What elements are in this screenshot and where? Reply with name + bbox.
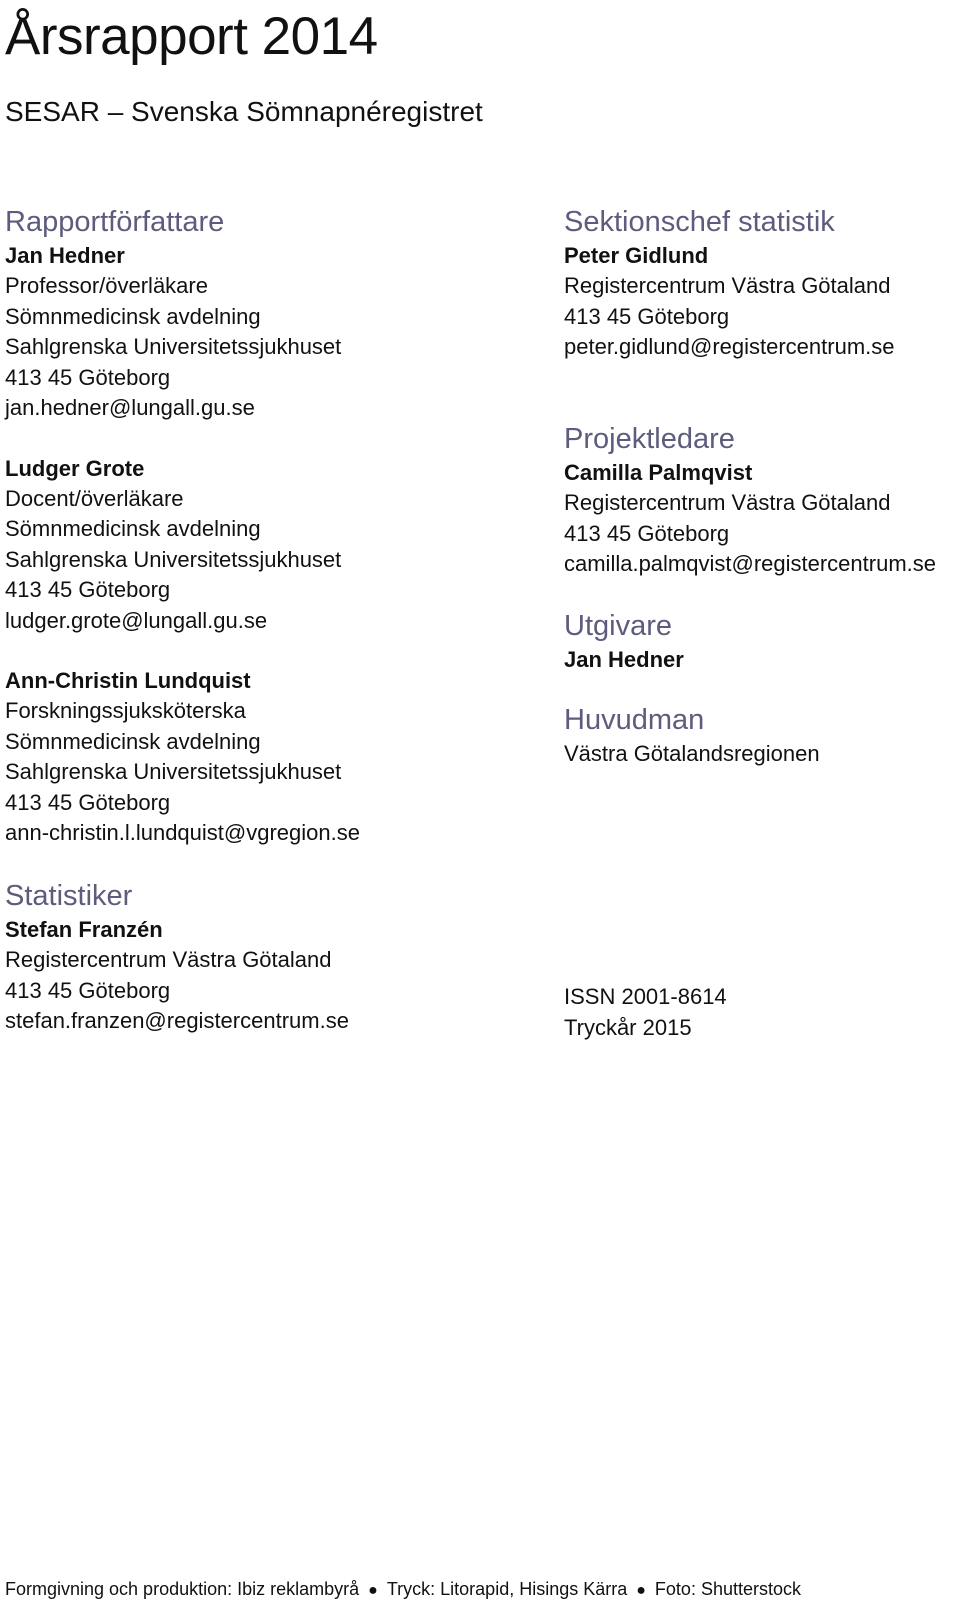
person-address: 413 45 Göteborg	[5, 977, 171, 1003]
person-name: Ludger Grote	[5, 455, 145, 481]
person-name: Jan Hedner	[5, 243, 125, 268]
person-address: 413 45 Göteborg	[5, 789, 171, 815]
statistician-heading: Statistiker	[5, 880, 133, 912]
person-email: camilla.palmqvist@registercentrum.se	[564, 551, 937, 576]
person-department: Sömnmedicinsk avdelning	[5, 728, 261, 754]
person-email: jan.hedner@lungall.gu.se	[5, 395, 255, 420]
publisher-section	[564, 607, 684, 675]
section-chief-section	[564, 203, 895, 363]
person-title: Professor/överläkare	[5, 273, 208, 298]
person-email: ann-christin.l.lundquist@vgregion.se	[5, 820, 360, 845]
person-ludger-grote	[5, 454, 360, 637]
person-name: Stefan Franzén	[5, 917, 163, 942]
project-lead-heading: Projektledare	[564, 423, 735, 455]
person-ann-christin-lundquist	[5, 666, 360, 849]
statistician-section	[5, 877, 349, 1037]
person-title: Forskningssjuksköterska	[5, 698, 246, 723]
person-hospital: Sahlgrenska Universitetssjukhuset	[5, 334, 342, 359]
person-hospital: Sahlgrenska Universitetssjukhuset	[5, 546, 342, 572]
person-address: 413 45 Göteborg	[5, 364, 171, 390]
person-address: 413 45 Göteborg	[5, 577, 171, 602]
footer-credits	[5, 1578, 801, 1602]
page-subtitle: SESAR – Svenska Sömnapnéregistret	[5, 96, 483, 127]
person-organisation: Registercentrum Västra Götaland	[5, 947, 332, 972]
project-lead-section	[564, 420, 936, 580]
bullet-separator: ●	[368, 1582, 378, 1599]
person-name: Peter Gidlund	[564, 243, 709, 268]
person-address: 413 45 Göteborg	[564, 520, 730, 546]
authors-heading: Rapportförfattare	[5, 206, 225, 238]
person-organisation: Registercentrum Västra Götaland	[564, 273, 891, 298]
person-address: 413 45 Göteborg	[564, 303, 730, 329]
person-name: Camilla Palmqvist	[564, 460, 753, 485]
print-year: Tryckår 2015	[564, 1014, 692, 1040]
person-department: Sömnmedicinsk avdelning	[5, 303, 261, 329]
person-email: ludger.grote@lungall.gu.se	[5, 607, 268, 633]
issn-number: ISSN 2001-8614	[564, 984, 727, 1009]
footer-print-credit: Tryck: Litorapid, Hisings Kärra	[386, 1579, 628, 1599]
person-department: Sömnmedicinsk avdelning	[5, 516, 261, 541]
publisher-heading: Utgivare	[564, 610, 672, 642]
person-name: Ann-Christin Lundquist	[5, 668, 251, 693]
issn-section	[564, 982, 727, 1043]
person-hospital: Sahlgrenska Universitetssjukhuset	[5, 759, 342, 784]
section-chief-heading: Sektionschef statistik	[564, 206, 835, 238]
page-title: Årsrapport 2014	[5, 7, 378, 66]
person-email: stefan.franzen@registercentrum.se	[5, 1008, 349, 1033]
footer-photo-credit: Foto: Shutterstock	[654, 1579, 801, 1599]
principal-section	[564, 701, 820, 770]
person-title: Docent/överläkare	[5, 485, 184, 511]
authors-section	[5, 203, 360, 879]
person-name: Jan Hedner	[564, 647, 684, 672]
person-organisation: Registercentrum Västra Götaland	[564, 490, 891, 515]
principal-name: Västra Götalandsregionen	[564, 741, 820, 766]
principal-heading: Huvudman	[564, 704, 705, 736]
bullet-separator: ●	[636, 1582, 646, 1599]
footer-design-credit: Formgivning och produktion: Ibiz reklambyrå	[5, 1579, 360, 1599]
person-email: peter.gidlund@registercentrum.se	[564, 334, 895, 359]
person-jan-hedner	[5, 241, 360, 424]
